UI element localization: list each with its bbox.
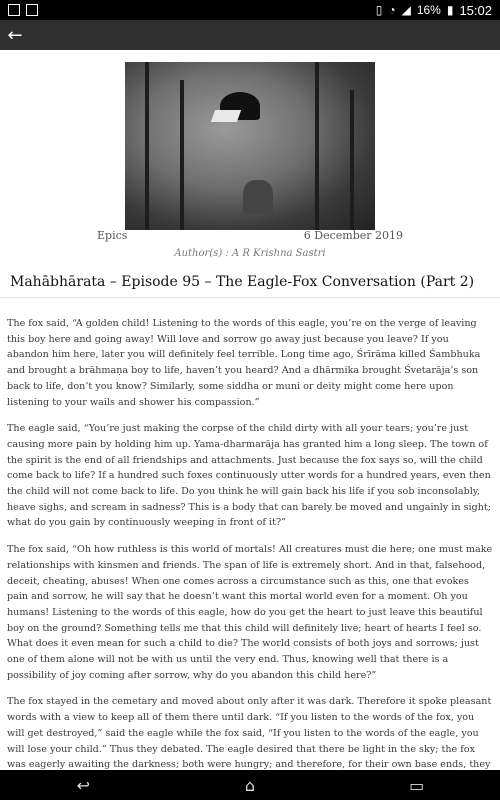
back-button[interactable] [0, 20, 30, 50]
nav-back-button[interactable] [63, 776, 103, 795]
status-bar [0, 0, 500, 20]
system-icons [376, 3, 500, 18]
article-title: Mahābhārata – Episode 95 – The Eagle-Fox Conversation (Part 2) [10, 274, 475, 290]
signal-icon: ◢ [401, 3, 411, 17]
app-bar [0, 20, 500, 50]
vibrate-icon: ▯ [375, 3, 383, 17]
nav-recents-button[interactable] [397, 776, 437, 795]
arrow-back-icon: ← [7, 24, 23, 46]
notification-icon [8, 4, 20, 16]
fox-figure [243, 180, 273, 214]
article-meta [0, 226, 500, 244]
wifi-icon: ◔ [388, 3, 396, 17]
paragraph: The fox stayed in the cemetary and moved about only after it was dark. Therefore it spoke pleasant words with a view to keep all of them there until dark. “If you listen to the words of the fox, you will get destroyed,” said the eagle while the fox said, “If you listen to the words of the eagle, you will lose your child.” Thus they debated. The eagle desired that there be light in the sky; the fox was eagerly awaiting the darkness; both were hungry; and therefore, for their own base ends, they [7, 696, 492, 770]
article-category[interactable]: Epics [97, 229, 128, 242]
article-content[interactable] [0, 50, 500, 770]
nav-recents-icon: ▭ [409, 775, 425, 795]
battery-percent: 16% [416, 3, 441, 17]
article-body [7, 316, 493, 770]
eagle-wing [211, 110, 241, 122]
article-author: Author(s) : A R Krishna Sastri [174, 248, 326, 259]
article-date: 6 December 2019 [303, 229, 403, 242]
image-icon [26, 4, 38, 16]
notification-icons [0, 4, 38, 16]
clock: 15:02 [459, 2, 492, 18]
paragraph: The fox said, “Oh how ruthless is this world of mortals! All creatures must die here; one must make relationships with kinsmen and friends. The span of life is extremely short. And in that, falsehood, deceit, cheating, abuses! When one comes across a circumstance such as this, one that evokes pain and sorrow, he will say that he doesn’t want this mortal world even for a moment. Oh you humans! Listening to the words of this eagle, how do you get the heart to just leave this beautiful boy on the ground? Something tells me that this child will definitely live; heart of hearts I feel so. What does it even mean for such a child to die? The world consists of both joys and sorrows; just one of them alone will not be with us until the very end. Thus, knowing well that there is a possibility of joy coming after sorrow, why do you abandon this child here?” [7, 544, 493, 681]
paragraph: The eagle said, “You’re just making the corpse of the child dirty with all your tears; you’re just causing more pain by holding him up. Yama-dharmarāja has granted him a long sleep. The town of the spirit is the end of all friendships and attachments. Just because the fox says so, will the child come back to life? If a hundred such foxes continuously utter words for a hundred years, even then the child will not come back to life. Do you think he will gain back his life if you sob inconsolably, heave sighs, and scream in sadness? This is a body that can barely be moved and ungainly in sight; what do you gain by continuously weeping in front of it?” [7, 423, 491, 529]
battery-icon: ▮ [446, 3, 454, 17]
nav-back-icon: ↩ [76, 775, 91, 795]
nav-home-icon: ⌂ [244, 775, 256, 795]
nav-home-button[interactable] [230, 776, 270, 795]
article-hero-image [125, 62, 375, 230]
paragraph: The fox said, “A golden child! Listening to the words of this eagle, you’re on the verge of leaving this boy here and going away! Will love and sorrow go away just because you leave? If you abandon him here, later you will definitely feel terrible. Long time ago, Śrīrāma killed Śambhuka and brought a brāhmaṇa boy to life, haven’t you heard? And a dhārmika brought Śvetarāja’s son back to life, don’t you know? Similarly, some siddha or muni or deity might come here upon listening to your wails and shower his compassion.” [7, 318, 481, 408]
system-nav-bar [0, 770, 500, 800]
divider [0, 297, 500, 298]
